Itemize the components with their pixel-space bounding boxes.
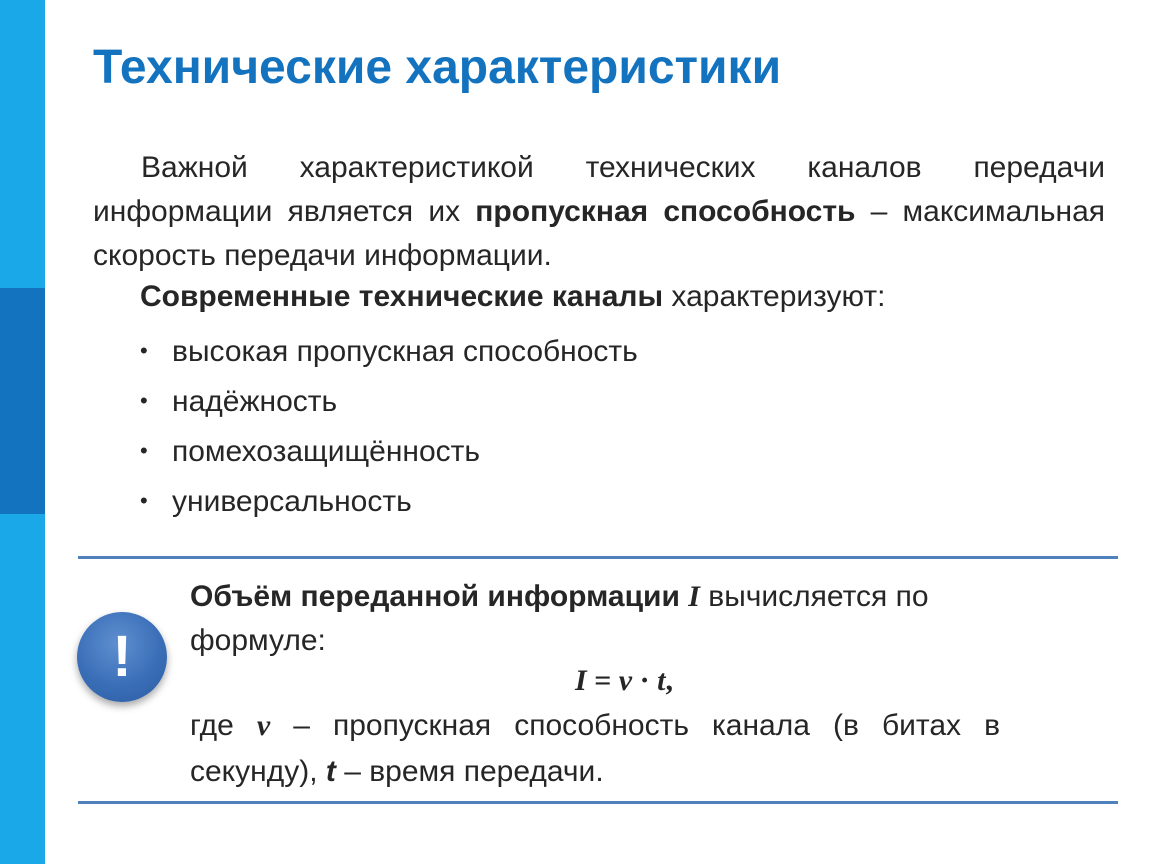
bullet-icon: • — [140, 438, 148, 463]
subheading-rest: характеризуют: — [663, 280, 886, 313]
list-item: • помехозащищённость — [140, 430, 638, 480]
bullet-icon: • — [140, 488, 148, 513]
note-rest: вычисляется по формуле: — [190, 580, 929, 657]
list-item: • универсальность — [140, 480, 638, 530]
intro-text-2: – максимальная скорость передачи информации. — [93, 195, 1105, 272]
bullet-icon: • — [140, 338, 148, 363]
exclamation-icon: ! — [77, 612, 167, 702]
list-item: • надёжность — [140, 380, 638, 430]
note-text — [190, 575, 1020, 663]
note-top-divider — [78, 556, 1118, 559]
intro-paragraph — [93, 146, 1105, 278]
subheading — [140, 280, 885, 314]
var-i: I — [688, 580, 700, 613]
bullet-icon: • — [140, 388, 148, 413]
subheading-bold: Современные технические каналы — [140, 280, 664, 313]
note-bottom-divider — [78, 801, 1118, 804]
list-item: • высокая пропускная способность — [140, 330, 638, 380]
intro-text-1: Важной характеристикой технических каналов передачи информации является их — [93, 151, 1105, 228]
bullet-list — [140, 330, 638, 530]
formula: I = v · t, — [575, 664, 673, 697]
note-bold: Объём переданной информации — [190, 580, 680, 613]
page-title: Технические характеристики — [93, 41, 782, 94]
formula-explanation: где v – пропускная способность канала (в битах в секунду), t – время передачи. — [190, 709, 1001, 788]
sidebar-stripe-accent — [0, 288, 45, 514]
intro-term: пропускная способность — [475, 195, 856, 228]
